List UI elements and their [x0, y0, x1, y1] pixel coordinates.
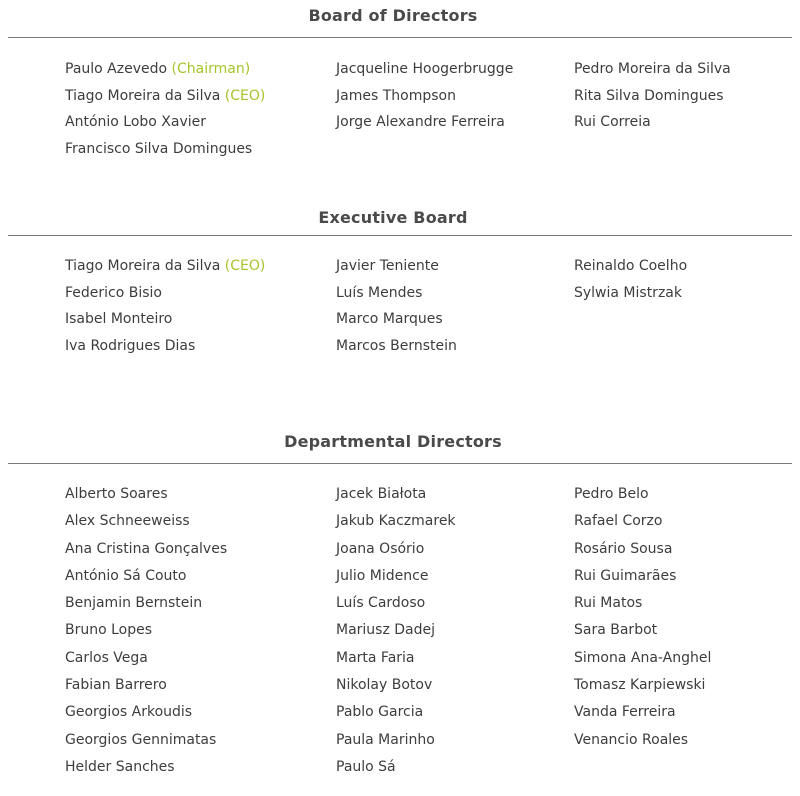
member-name: Jakub Kaczmarek — [336, 513, 456, 530]
member-entry — [336, 645, 456, 672]
departmental-directors-divider — [8, 463, 792, 464]
member-entry — [574, 727, 711, 754]
member-name: Bruno Lopes — [65, 622, 153, 639]
member-entry — [65, 590, 227, 617]
member-entry — [65, 617, 227, 644]
departmental-directors-column-3 — [574, 481, 711, 754]
member-entry — [336, 672, 456, 699]
member-entry — [574, 83, 731, 110]
member-name: Pedro Belo — [574, 486, 649, 502]
member-name: António Sá Couto — [65, 567, 187, 584]
member-name: Luís Cardoso — [336, 595, 426, 612]
member-name: Fabian Barrero — [65, 677, 167, 694]
member-entry — [574, 481, 711, 508]
member-entry — [336, 699, 456, 726]
member-name: Sara Barbot — [574, 622, 658, 639]
member-name: Rita Silva Domingues — [574, 87, 724, 104]
member-name: Tiago Moreira da Silva — [65, 87, 221, 104]
member-name: Simona Ana-Anghel — [574, 649, 712, 666]
member-entry — [65, 508, 227, 535]
member-entry — [65, 754, 227, 781]
member-name: Rui Correia — [574, 114, 651, 130]
member-entry — [65, 56, 265, 83]
member-entry — [574, 253, 687, 280]
executive-board-column-2 — [336, 253, 457, 359]
member-name: Tomasz Karpiewski — [574, 677, 706, 694]
member-entry — [336, 56, 513, 83]
member-name: Paulo Azevedo — [65, 61, 168, 77]
member-name: Alex Schneeweiss — [65, 513, 190, 530]
executive-board-column-1 — [65, 253, 265, 359]
member-name: Rui Guimarães — [574, 567, 677, 584]
executive-board-column-3 — [574, 253, 687, 306]
member-entry — [65, 253, 265, 280]
member-name: Marco Marques — [336, 311, 443, 327]
board-of-directors-column-2 — [336, 56, 513, 136]
member-entry — [65, 136, 265, 163]
member-entry — [574, 617, 711, 644]
member-entry — [574, 563, 711, 590]
member-name: António Lobo Xavier — [65, 114, 207, 130]
member-name: Georgios Arkoudis — [65, 704, 193, 721]
member-name: Marta Faria — [336, 649, 415, 666]
member-name: Venancio Roales — [574, 731, 689, 748]
member-name: Alberto Soares — [65, 486, 168, 502]
member-entry — [336, 280, 457, 307]
member-entry — [574, 536, 711, 563]
member-name: Helder Sanches — [65, 758, 175, 775]
member-entry — [65, 109, 265, 136]
member-entry — [574, 699, 711, 726]
member-entry — [336, 481, 456, 508]
board-of-directors-title: Board of Directors — [308, 6, 478, 25]
member-name: Isabel Monteiro — [65, 311, 173, 327]
departmental-directors-column-1 — [65, 481, 227, 781]
member-name: Federico Bisio — [65, 284, 163, 301]
executive-board-title: Executive Board — [318, 208, 468, 227]
member-name: Paulo Sá — [336, 758, 396, 775]
member-name: Jacek Białota — [336, 486, 427, 502]
member-name: Julio Midence — [336, 567, 429, 584]
executive-board-divider — [8, 235, 792, 236]
member-name: Georgios Gennimatas — [65, 731, 217, 748]
member-name: Ana Cristina Gonçalves — [65, 540, 228, 557]
member-role: (CEO) — [224, 258, 266, 274]
member-entry — [65, 306, 265, 333]
member-name: Carlos Vega — [65, 649, 148, 666]
member-entry — [574, 508, 711, 535]
member-name: Javier Teniente — [336, 258, 439, 274]
member-name: Luís Mendes — [336, 284, 423, 301]
member-role: (Chairman) — [171, 61, 251, 77]
member-entry — [574, 590, 711, 617]
member-entry — [336, 83, 513, 110]
member-name: Pedro Moreira da Silva — [574, 61, 731, 77]
member-entry — [65, 645, 227, 672]
member-name: Joana Osório — [336, 540, 425, 557]
member-entry — [336, 563, 456, 590]
member-name: Tiago Moreira da Silva — [65, 258, 221, 274]
departmental-directors-column-2 — [336, 481, 456, 781]
member-entry — [574, 109, 731, 136]
member-entry — [574, 56, 731, 83]
member-name: Rafael Corzo — [574, 513, 663, 530]
member-name: Rui Matos — [574, 595, 643, 612]
member-name: Reinaldo Coelho — [574, 258, 688, 274]
member-name: Paula Marinho — [336, 731, 435, 748]
departmental-directors-title: Departmental Directors — [284, 432, 502, 451]
member-name: Jacqueline Hoogerbrugge — [336, 61, 514, 77]
member-name: Benjamin Bernstein — [65, 595, 203, 612]
member-name: Rosário Sousa — [574, 540, 673, 557]
member-entry — [336, 536, 456, 563]
member-name: Vanda Ferreira — [574, 704, 676, 721]
member-name: Nikolay Botov — [336, 677, 433, 694]
member-name: Jorge Alexandre Ferreira — [336, 114, 505, 130]
member-name: Sylwia Mistrzak — [574, 284, 682, 301]
member-entry — [336, 590, 456, 617]
member-entry — [65, 481, 227, 508]
member-entry — [336, 253, 457, 280]
member-entry — [336, 508, 456, 535]
member-entry — [336, 754, 456, 781]
member-name: Pablo Garcia — [336, 704, 424, 721]
member-name: Mariusz Dadej — [336, 622, 436, 639]
member-entry — [336, 109, 513, 136]
member-entry — [336, 333, 457, 360]
member-entry — [336, 617, 456, 644]
member-entry — [574, 672, 711, 699]
member-entry — [65, 563, 227, 590]
member-entry — [65, 83, 265, 110]
member-entry — [336, 727, 456, 754]
member-name: Marcos Bernstein — [336, 337, 457, 354]
member-entry — [574, 645, 711, 672]
member-name: Iva Rodrigues Dias — [65, 337, 196, 354]
member-entry — [65, 672, 227, 699]
board-of-directors-divider — [8, 37, 792, 38]
member-entry — [65, 536, 227, 563]
board-of-directors-column-1 — [65, 56, 265, 162]
member-entry — [574, 280, 687, 307]
member-entry — [65, 280, 265, 307]
member-name: James Thompson — [336, 87, 456, 104]
member-name: Francisco Silva Domingues — [65, 140, 253, 157]
board-of-directors-column-3 — [574, 56, 731, 136]
member-role: (CEO) — [224, 87, 266, 104]
member-entry — [336, 306, 457, 333]
member-entry — [65, 333, 265, 360]
member-entry — [65, 699, 227, 726]
member-entry — [65, 727, 227, 754]
